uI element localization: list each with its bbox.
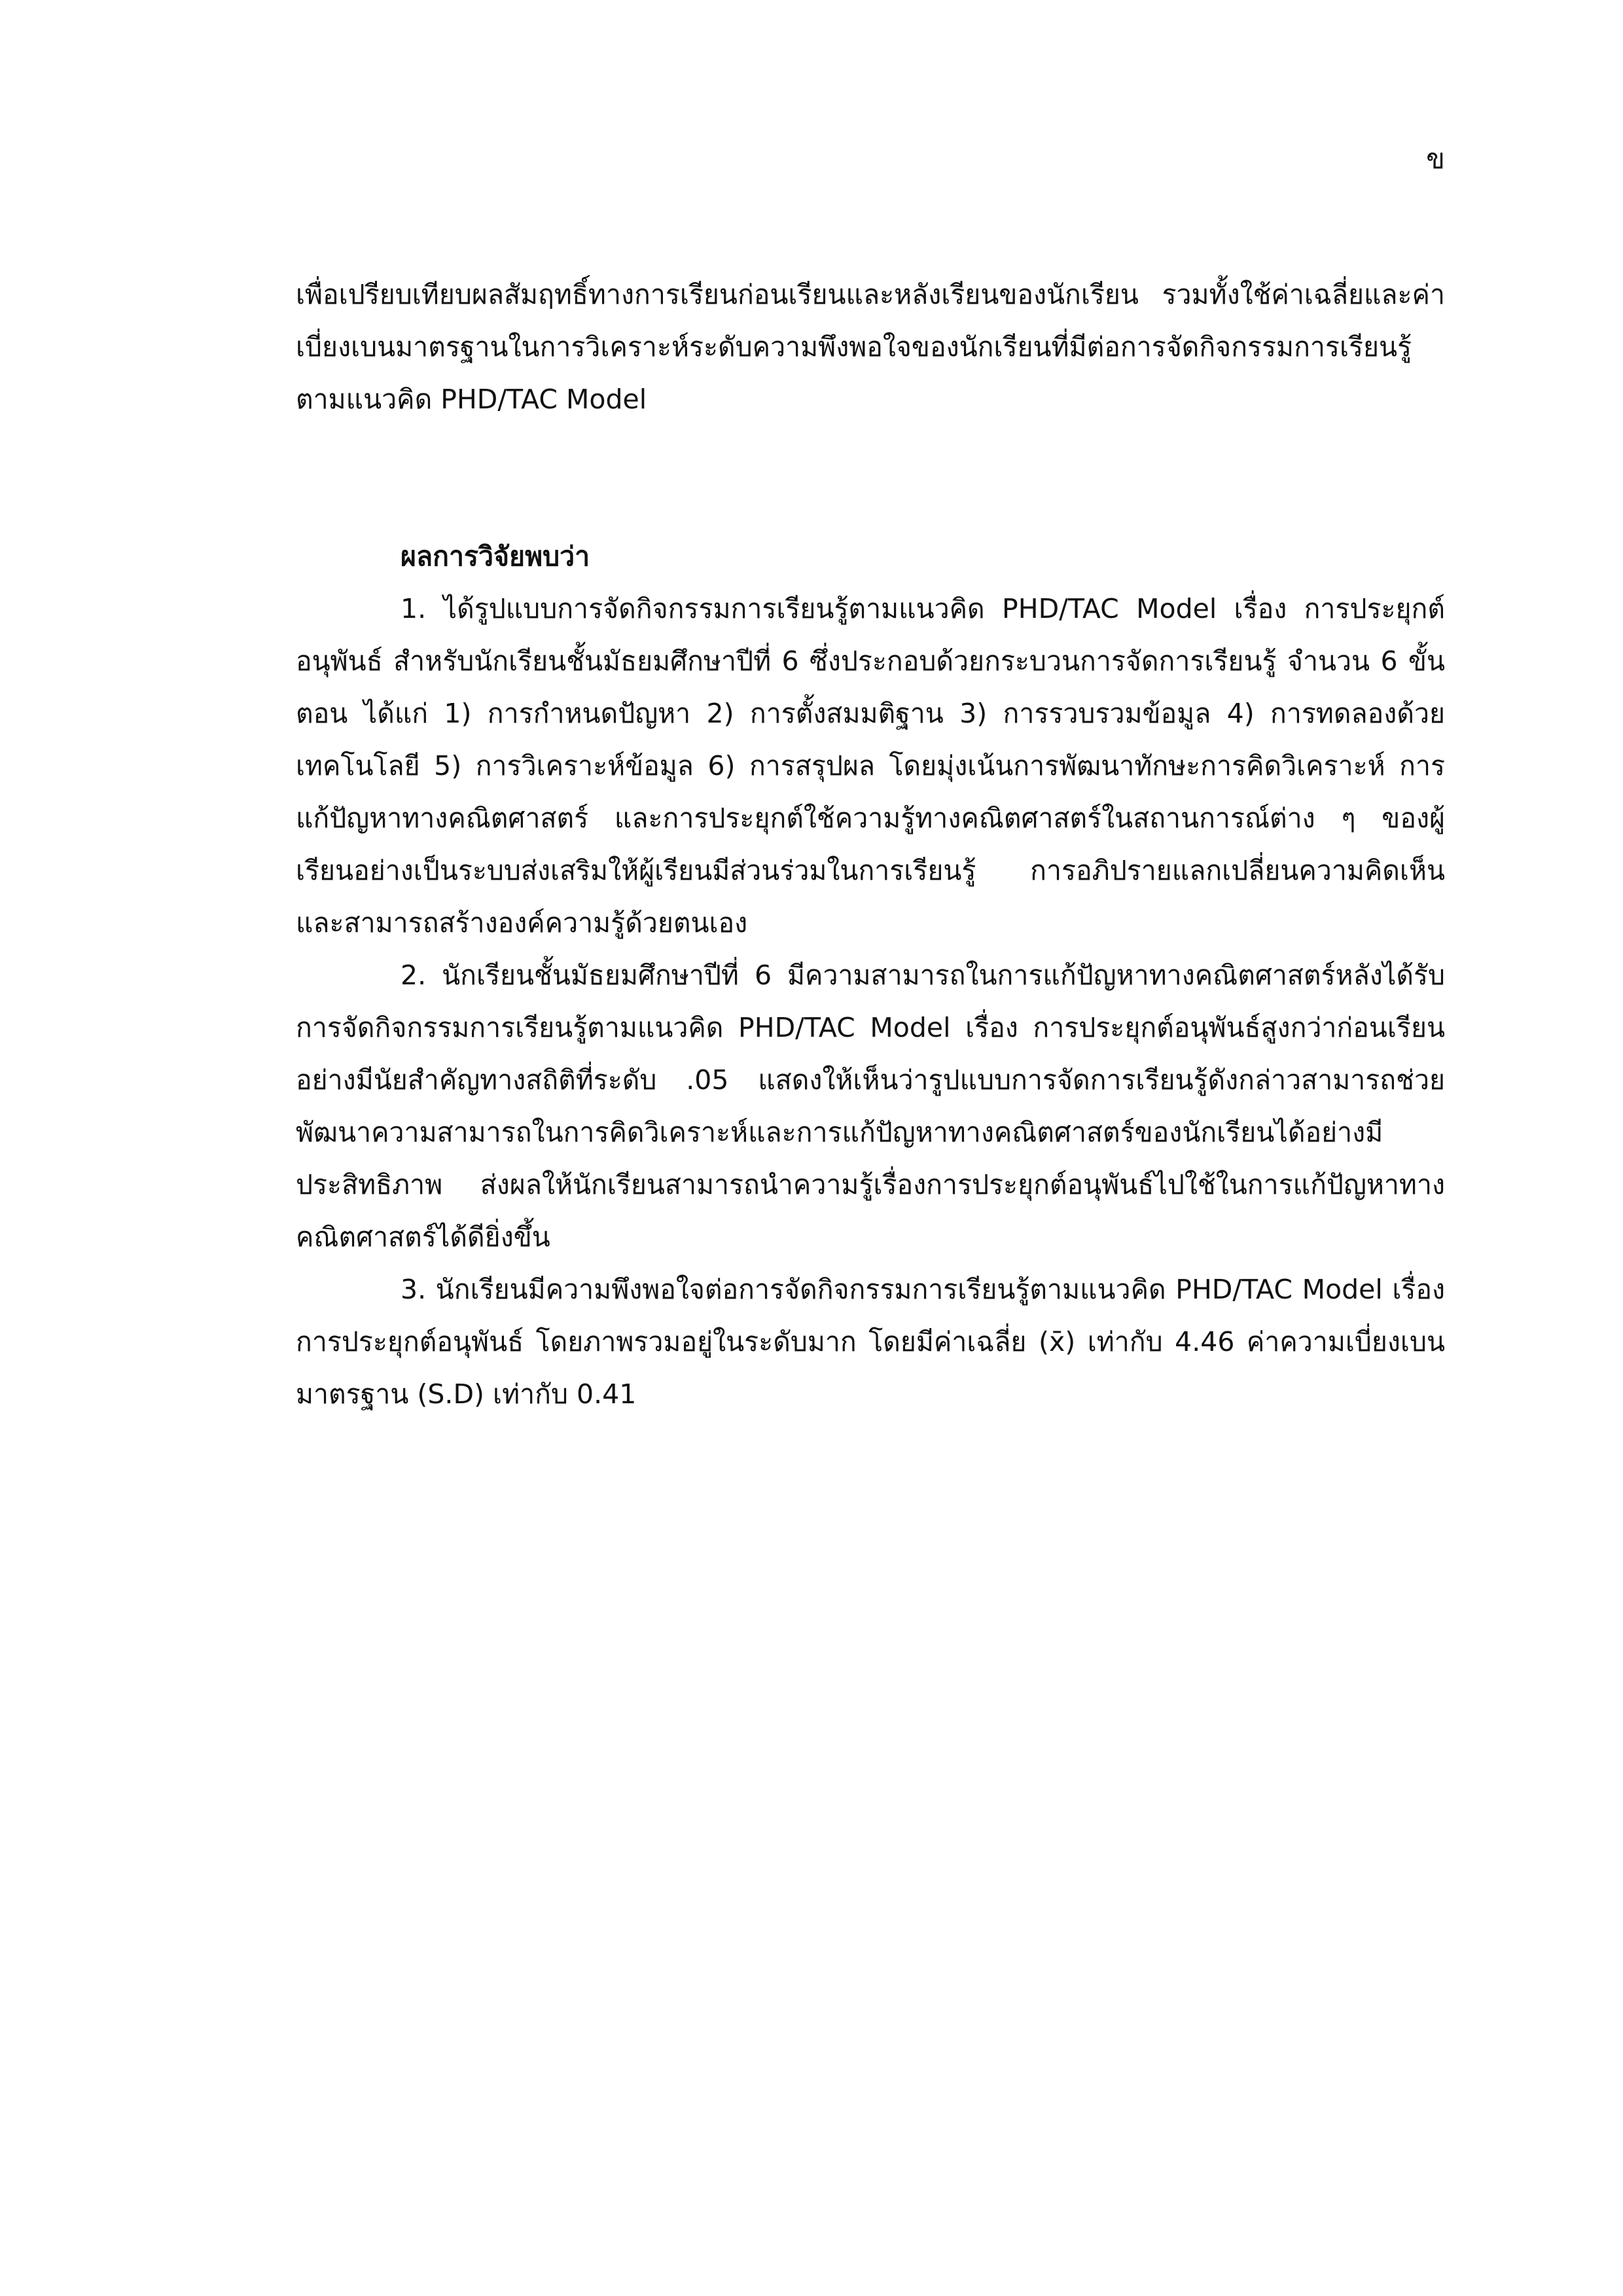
intro-paragraph: เพื่อเปรียบเทียบผลสัมฤทธิ์ทางการเรียนก่อนเรียนและหลังเรียนของนักเรียน รวมทั้งใช้ค่าเฉลี่ยและค่าเบี่ยงเบนมาตรฐานในการวิเคราะห์ระดับความพึงพอใจของนักเรียนที่มีต่อการจัดกิจกรรมการเรียนรู้ตามแนวคิด PHD/TAC Model	[296, 279, 1445, 415]
document-body	[296, 268, 1445, 1420]
finding-2: 2. นักเรียนชั้นมัธยมศึกษาปีที่ 6 มีความสามารถในการแก้ปัญหาทางคณิตศาสตร์หลังได้รับการจัดกิจกรรมการเรียนรู้ตามแนวคิด PHD/TAC Model เรื่อง การประยุกต์อนุพันธ์สูงกว่าก่อนเรียนอย่างมีนัยสำคัญทางสถิติที่ระดับ .05 แสดงให้เห็นว่ารูปแบบการจัดการเรียนรู้ดังกล่าวสามารถช่วยพัฒนาความสามารถในการคิดวิเคราะห์และการแก้ปัญหาทางคณิตศาสตร์ของนักเรียนได้อย่างมีประสิทธิภาพ ส่งผลให้นักเรียนสามารถนำความรู้เรื่องการประยุกต์อนุพันธ์ไปใช้ในการแก้ปัญหาทางคณิตศาสตร์ได้ดียิ่งขึ้น	[296, 960, 1445, 1253]
findings-heading: ผลการวิจัยพบว่า	[401, 541, 590, 572]
finding-1: 1. ได้รูปแบบการจัดกิจกรรมการเรียนรู้ตามแนวคิด PHD/TAC Model เรื่อง การประยุกต์อนุพันธ์ สำหรับนักเรียนชั้นมัธยมศึกษาปีที่ 6 ซึ่งประกอบด้วยกระบวนการจัดการเรียนรู้ จำนวน 6 ขั้นตอน ได้แก่ 1) การกำหนดปัญหา 2) การตั้งสมมติฐาน 3) การรวบรวมข้อมูล 4) การทดลองด้วยเทคโนโลยี 5) การวิเคราะห์ข้อมูล 6) การสรุปผล โดยมุ่งเน้นการพัฒนาทักษะการคิดวิเคราะห์ การแก้ปัญหาทางคณิตศาสตร์ และการประยุกต์ใช้ความรู้ทางคณิตศาสตร์ในสถานการณ์ต่าง ๆ ของผู้เรียนอย่างเป็นระบบส่งเสริมให้ผู้เรียนมีส่วนร่วมในการเรียนรู้ การอภิปรายแลกเปลี่ยนความคิดเห็น และสามารถสร้างองค์ความรู้ด้วยตนเอง	[296, 593, 1445, 939]
finding-3: 3. นักเรียนมีความพึงพอใจต่อการจัดกิจกรรมการเรียนรู้ตามแนวคิด PHD/TAC Model เรื่อง การประยุกต์อนุพันธ์ โดยภาพรวมอยู่ในระดับมาก โดยมีค่าเฉลี่ย (x̄) เท่ากับ 4.46 ค่าความเบี่ยงเบนมาตรฐาน (S.D) เท่ากับ 0.41	[296, 1274, 1445, 1410]
page-number: ข	[1426, 143, 1445, 175]
